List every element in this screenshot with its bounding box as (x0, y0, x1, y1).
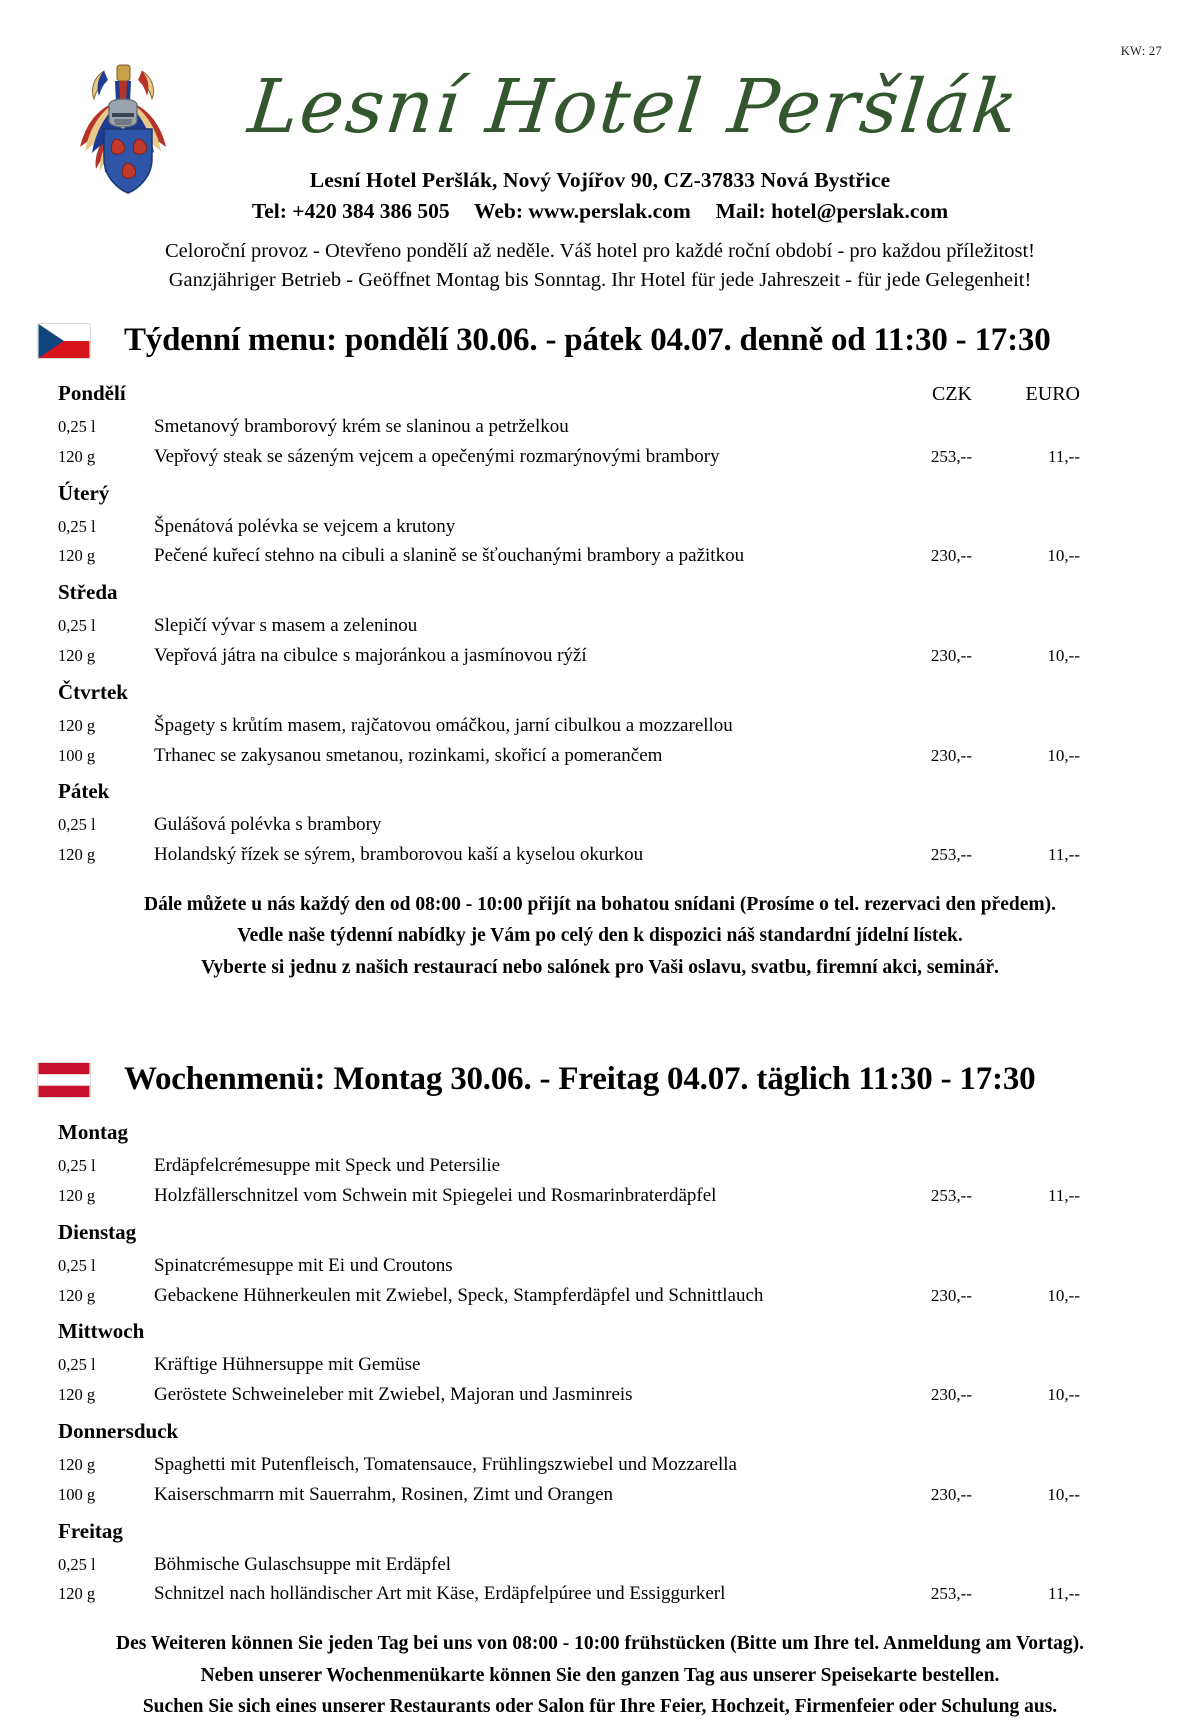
menu-item-row (58, 538, 1080, 568)
item-price-eur: 11,-- (1048, 1185, 1080, 1205)
item-description: Špagety s krůtím masem, rajčatovou omáčkou, jarní cibulkou a mozzarellou (154, 714, 733, 736)
section-header-german (0, 1061, 1200, 1098)
note-line: Neben unserer Wochenmenükarte können Sie den ganzen Tag aus unserer Speisekarte bestellen. (200, 1664, 1000, 1686)
item-quantity: 120 g (58, 1454, 96, 1474)
item-description: Vepřový steak se sázeným vejcem a opečenými rozmarýnovými brambory (154, 445, 720, 467)
item-description: Gebackene Hühnerkeulen mit Zwiebel, Speck, Stampferdäpfel und Schnittlauch (154, 1284, 764, 1306)
item-description: Holandský řízek se sýrem, bramborovou kaší a kyselou okurkou (154, 844, 644, 866)
day-name: Úterý (58, 480, 110, 505)
hotel-web: Web: www.perslak.com (474, 199, 691, 223)
menu-item-row (58, 1377, 1080, 1407)
menu-item-row (58, 1278, 1080, 1308)
day-header-row (58, 1507, 1080, 1547)
item-price-czk (860, 1547, 972, 1577)
item-description: Pečené kuřecí stehno na cibuli a slanině se šťouchanými brambory a pažitkou (154, 545, 745, 567)
menu-item-row (58, 1178, 1080, 1208)
currency-header-czk (860, 568, 972, 608)
item-price-eur (972, 1447, 1080, 1477)
note-line: Dále můžete u nás každý den od 08:00 - 10:00 přijít na bohatou snídani (Prosíme o tel. rezervaci den předem). (144, 894, 1056, 916)
item-quantity: 0,25 l (58, 1255, 96, 1275)
item-price-eur (972, 1248, 1080, 1278)
item-price-czk: 253,-- (930, 446, 972, 466)
currency-header-eur (972, 668, 1080, 708)
menu-item-row (58, 1447, 1080, 1477)
menu-item-row (58, 708, 1080, 738)
note-line: Vedle naše týdenní nabídky je Vám po celý den k dispozici náš standardní jídelní lístek. (237, 925, 963, 947)
tagline-czech: Celoroční provoz - Otevřeno pondělí až neděle. Váš hotel pro každé roční období - pro každou příležitost! (164, 240, 1036, 262)
item-quantity: 120 g (58, 1385, 96, 1405)
day-header-row (58, 1307, 1080, 1347)
menu-table-czech (58, 369, 1080, 867)
currency-header-czk (860, 767, 972, 807)
item-price-eur: 11,-- (1048, 446, 1080, 466)
item-price-eur (972, 807, 1080, 837)
item-price-eur: 10,-- (1047, 1285, 1080, 1305)
day-name: Freitag (58, 1518, 123, 1543)
item-description: Kaiserschmarrn mit Sauerrahm, Rosinen, Zimt und Orangen (154, 1483, 614, 1505)
item-quantity: 100 g (58, 1484, 96, 1504)
item-price-eur: 10,-- (1047, 745, 1080, 765)
section-title-czech: Týdenní menu: pondělí 30.06. - pátek 04.07. denně od 11:30 - 17:30 (124, 322, 1051, 359)
menu-item-row (58, 807, 1080, 837)
item-price-eur: 11,-- (1048, 1584, 1080, 1604)
item-quantity: 120 g (58, 446, 96, 466)
currency-header-czk (860, 1507, 972, 1547)
item-description: Holzfällerschnitzel vom Schwein mit Spiegelei und Rosmarinbraterdäpfel (154, 1184, 717, 1206)
item-price-czk: 230,-- (930, 1285, 972, 1305)
item-price-czk (860, 1447, 972, 1477)
currency-header-czk (860, 668, 972, 708)
item-quantity: 0,25 l (58, 1355, 96, 1375)
item-quantity: 120 g (58, 646, 96, 666)
day-header-row (58, 568, 1080, 608)
item-price-czk (860, 1248, 972, 1278)
currency-header-czk (860, 1108, 972, 1148)
page-title: Lesní Hotel Peršlák (244, 64, 1024, 150)
day-name: Mittwoch (58, 1319, 145, 1344)
item-quantity: 0,25 l (58, 1554, 96, 1574)
day-name: Pondělí (58, 381, 126, 406)
item-description: Trhanec se zakysanou smetanou, rozinkami, skořicí a pomerančem (154, 744, 663, 766)
menu-section-german (0, 1061, 1200, 1719)
item-description: Schnitzel nach holländischer Art mit Käse, Erdäpfelpúree und Essiggurkerl (154, 1583, 726, 1605)
menu-item-row (58, 1477, 1080, 1507)
day-header-row (58, 767, 1080, 807)
item-price-czk (860, 1347, 972, 1377)
item-price-eur (972, 608, 1080, 638)
item-quantity: 0,25 l (58, 616, 96, 636)
item-price-czk: 230,-- (930, 745, 972, 765)
item-price-czk: 253,-- (930, 1584, 972, 1604)
section-notes-czech (0, 893, 1200, 980)
menu-item-row (58, 409, 1080, 439)
menu-item-row (58, 638, 1080, 668)
currency-header-czk (860, 1307, 972, 1347)
hotel-address: Lesní Hotel Peršlák, Nový Vojířov 90, CZ-37833 Nová Bystřice (309, 168, 891, 192)
week-number-marker: KW: 27 (1120, 44, 1162, 58)
menu-section-czech (0, 322, 1200, 980)
currency-header-eur (972, 1108, 1080, 1148)
item-price-eur (972, 1547, 1080, 1577)
item-quantity: 0,25 l (58, 516, 96, 536)
item-description: Erdäpfelcrémesuppe mit Speck und Petersilie (154, 1155, 501, 1177)
day-header-row (58, 1108, 1080, 1148)
day-name: Dienstag (58, 1219, 137, 1244)
day-header-row (58, 469, 1080, 509)
item-price-eur (972, 708, 1080, 738)
currency-header-eur (972, 1208, 1080, 1248)
item-price-czk: 230,-- (930, 1484, 972, 1504)
item-description: Böhmische Gulaschsuppe mit Erdäpfel (154, 1553, 452, 1575)
currency-header-eur: EURO (1025, 383, 1080, 406)
item-price-eur: 11,-- (1048, 845, 1080, 865)
item-description: Smetanový bramborový krém se slaninou a petrželkou (154, 416, 569, 438)
note-line: Suchen Sie sich eines unserer Restaurants oder Salon für Ihre Feier, Hochzeit, Firmenfeier oder Schulung aus. (142, 1695, 1058, 1717)
item-quantity: 120 g (58, 845, 96, 865)
currency-header-czk (860, 1208, 972, 1248)
item-price-eur (972, 409, 1080, 439)
menu-item-row (58, 1248, 1080, 1278)
item-quantity: 100 g (58, 745, 96, 765)
item-description: Spinatcrémesuppe mit Ei und Croutons (154, 1254, 453, 1276)
day-name: Středa (58, 580, 118, 605)
menu-item-row (58, 1576, 1080, 1606)
tagline-german: Ganzjähriger Betrieb - Geöffnet Montag bis Sonntag. Ihr Hotel für jede Jahreszeit - für jede Gelegenheit! (168, 269, 1032, 292)
item-price-czk: 230,-- (930, 1385, 972, 1405)
section-notes-german (0, 1632, 1200, 1719)
day-header-row (58, 369, 1080, 409)
item-description: Spaghetti mit Putenfleisch, Tomatensauce, Frühlingszwiebel und Mozzarella (154, 1453, 737, 1475)
item-price-eur: 10,-- (1047, 1385, 1080, 1405)
item-description: Gulášová polévka s brambory (154, 814, 382, 836)
item-price-czk (860, 807, 972, 837)
menu-table-german (58, 1108, 1080, 1606)
item-price-czk: 230,-- (930, 646, 972, 666)
item-price-czk: 230,-- (930, 546, 972, 566)
day-header-row (58, 1407, 1080, 1447)
menu-sections (0, 322, 1200, 1719)
currency-header-eur (972, 469, 1080, 509)
currency-header-eur (972, 1407, 1080, 1447)
item-price-eur (972, 509, 1080, 539)
item-quantity: 120 g (58, 1584, 96, 1604)
currency-header-czk (860, 469, 972, 509)
item-price-czk (860, 708, 972, 738)
section-header-czech (0, 322, 1200, 359)
section-divider-space (0, 987, 1200, 1033)
item-price-czk (860, 509, 972, 539)
item-price-eur (972, 1148, 1080, 1178)
item-price-eur: 10,-- (1047, 646, 1080, 666)
czech-flag-icon (38, 324, 90, 358)
item-description: Slepičí vývar s masem a zeleninou (154, 615, 418, 637)
day-name: Pátek (58, 779, 110, 804)
menu-item-row (58, 1347, 1080, 1377)
item-price-czk (860, 608, 972, 638)
item-description: Geröstete Schweineleber mit Zwiebel, Majoran und Jasminreis (154, 1384, 633, 1406)
item-quantity: 120 g (58, 546, 96, 566)
item-quantity: 0,25 l (58, 417, 96, 437)
note-line: Vyberte si jednu z našich restaurací nebo salónek pro Vaši oslavu, svatbu, firemní akci, seminář. (201, 956, 999, 978)
note-line: Des Weiteren können Sie jeden Tag bei uns von 08:00 - 10:00 frühstücken (Bitte um Ihre tel. Anmeldung am Vortag). (115, 1633, 1085, 1655)
item-quantity: 0,25 l (58, 1156, 96, 1176)
item-price-eur (972, 1347, 1080, 1377)
menu-item-row (58, 608, 1080, 638)
menu-item-row (58, 1547, 1080, 1577)
menu-item-row (58, 837, 1080, 867)
day-name: Montag (58, 1120, 128, 1145)
item-price-czk: 253,-- (930, 1185, 972, 1205)
menu-item-row (58, 738, 1080, 768)
item-description: Kräftige Hühnersuppe mit Gemüse (154, 1354, 421, 1376)
hotel-mail: Mail: hotel@perslak.com (715, 199, 949, 223)
day-header-row (58, 1208, 1080, 1248)
item-price-czk: 253,-- (930, 845, 972, 865)
hotel-contact (0, 199, 1200, 224)
currency-header-eur (972, 1507, 1080, 1547)
day-name: Donnersduck (58, 1418, 179, 1443)
hotel-phone: Tel: +420 384 386 505 (251, 199, 450, 223)
currency-header-eur (972, 568, 1080, 608)
day-header-row (58, 668, 1080, 708)
item-quantity: 120 g (58, 1285, 96, 1305)
currency-header-eur (972, 1307, 1080, 1347)
currency-header-czk: CZK (932, 383, 972, 406)
item-price-czk (860, 409, 972, 439)
item-quantity: 0,25 l (58, 815, 96, 835)
menu-item-row (58, 509, 1080, 539)
item-price-czk (860, 1148, 972, 1178)
item-quantity: 120 g (58, 715, 96, 735)
currency-header-eur (972, 767, 1080, 807)
austria-flag-icon (38, 1063, 90, 1097)
item-quantity: 120 g (58, 1185, 96, 1205)
menu-item-row (58, 1148, 1080, 1178)
section-title-german: Wochenmenü: Montag 30.06. - Freitag 04.07. täglich 11:30 - 17:30 (124, 1061, 1036, 1098)
item-description: Vepřová játra na cibulce s majoránkou a jasmínovou rýží (154, 645, 587, 667)
item-description: Špenátová polévka se vejcem a krutony (154, 515, 456, 537)
menu-item-row (58, 439, 1080, 469)
document-header (0, 0, 1200, 294)
day-name: Čtvrtek (58, 679, 128, 704)
item-price-eur: 10,-- (1047, 546, 1080, 566)
currency-header-czk (860, 1407, 972, 1447)
item-price-eur: 10,-- (1047, 1484, 1080, 1504)
